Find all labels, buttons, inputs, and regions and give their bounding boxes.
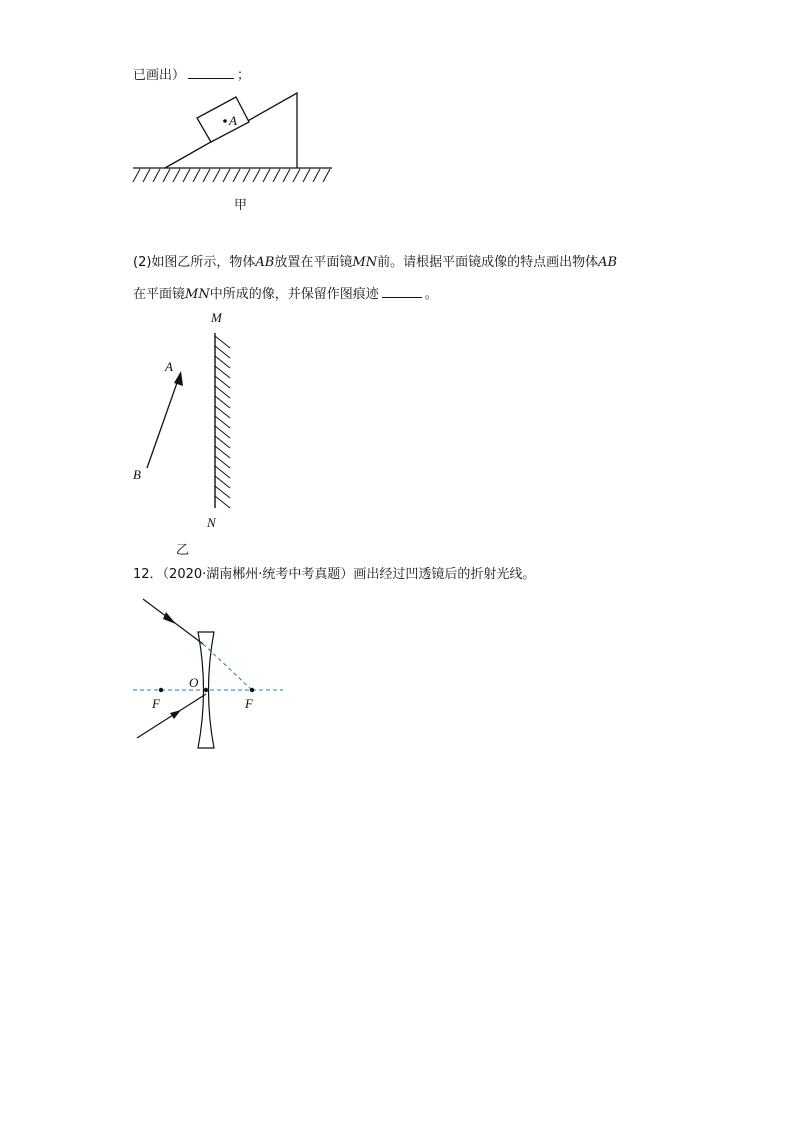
q11-part1-tail: 已画出） ； [133, 68, 251, 83]
q11-part2-line2: 在平面镜MN中所成的像，并保留作图痕迹 。 [133, 287, 438, 302]
optical-center-dot [204, 688, 208, 692]
ray-extension [203, 644, 252, 690]
q11-part2-line1: (2)如图乙所示，物体AB放置在平面镜MN前。请根据平面镜成像的特点画出物体AB [133, 255, 618, 270]
q12-text: 12．（2020·湖南郴州·统考中考真题）画出经过凹透镜后的折射光线。 [133, 567, 536, 582]
label-a: A [165, 359, 173, 374]
point-a-label: A [229, 113, 237, 128]
focus-right-dot [250, 688, 254, 692]
label-m: M [211, 310, 222, 325]
label-b: B [133, 467, 141, 482]
focus-left-dot [159, 688, 163, 692]
label-f-left: F [152, 696, 160, 711]
label-o: O [189, 675, 199, 690]
arrow-lower [170, 710, 181, 719]
incident-ray-lower [137, 694, 206, 738]
arrow-upper [163, 612, 176, 624]
figure-jia-caption: 甲 [234, 198, 248, 213]
figure-yi-caption: 乙 [176, 543, 190, 558]
label-n: N [207, 515, 216, 530]
label-f-right: F [245, 696, 253, 711]
